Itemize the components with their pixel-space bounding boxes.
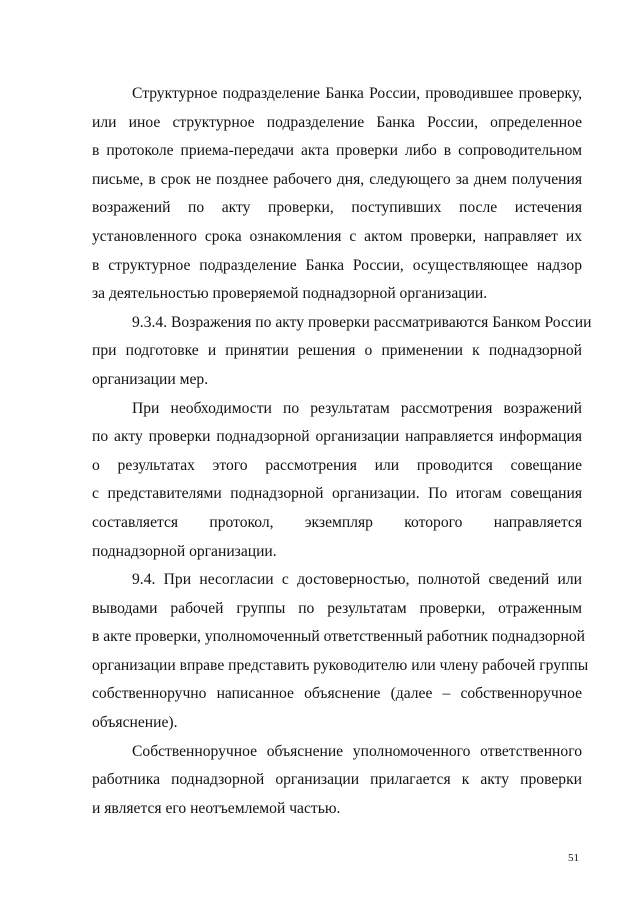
text-line: объяснение).	[92, 714, 178, 732]
text-line: Собственноручное объяснение уполномоченного ответственного	[132, 742, 582, 760]
text-line: установленного срока ознакомления с актом проверки, направляет их	[92, 227, 582, 245]
text-line: организации мер.	[92, 370, 209, 388]
body-text	[92, 80, 592, 823]
text-line: о результатах этого рассмотрения или проводится совещание	[92, 456, 582, 474]
text-line: в акте проверки, уполномоченный ответственный работник поднадзорной	[92, 628, 585, 646]
paragraph-structural-unit	[92, 80, 582, 309]
text-line: и является его неотъемлемой частью.	[92, 799, 341, 817]
text-line: организации вправе представить руководителю или члену рабочей группы	[92, 656, 589, 674]
paragraph-handwritten-explanation	[92, 738, 582, 824]
paragraph-9-3-4	[92, 309, 592, 395]
text-line: Структурное подразделение Банка России, проводившее проверку,	[132, 85, 582, 102]
text-line: выводами рабочей группы по результатам проверки, отраженным	[92, 599, 582, 617]
text-line: или иное структурное подразделение Банка России, определенное	[92, 113, 582, 131]
text-line: составляется протокол, экземпляр которого направляется	[92, 513, 582, 531]
text-line: собственноручно написанное объяснение (далее – собственноручное	[92, 685, 582, 703]
text-line: в протоколе приема-передачи акта проверки либо в сопроводительном	[92, 142, 582, 160]
text-line: в структурное подразделение Банка России, осуществляющее надзор	[92, 256, 582, 274]
page-number: 51	[568, 852, 579, 864]
text-line: письме, в срок не позднее рабочего дня, следующего за днем получения	[92, 170, 582, 188]
text-line: 9.4. При несогласии с достоверностью, полнотой сведений или	[132, 571, 582, 589]
paragraph-9-4	[92, 566, 589, 738]
text-line: 9.3.4. Возражения по акту проверки рассматриваются Банком России	[132, 313, 592, 331]
text-line: за деятельностью проверяемой поднадзорной организации.	[92, 285, 488, 303]
text-line: при подготовке и принятии решения о применении к поднадзорной	[92, 342, 582, 360]
paragraph-review-results	[92, 395, 582, 567]
text-line: возражений по акту проверки, поступивших после истечения	[92, 199, 582, 217]
text-line: по акту проверки поднадзорной организации направляется информация	[92, 428, 582, 446]
text-line: с представителями поднадзорной организации. По итогам совещания	[92, 485, 582, 503]
text-line: При необходимости по результатам рассмотрения возражений	[132, 399, 582, 417]
text-line: работника поднадзорной организации прилагается к акту проверки	[92, 771, 582, 789]
text-line: поднадзорной организации.	[92, 542, 277, 560]
